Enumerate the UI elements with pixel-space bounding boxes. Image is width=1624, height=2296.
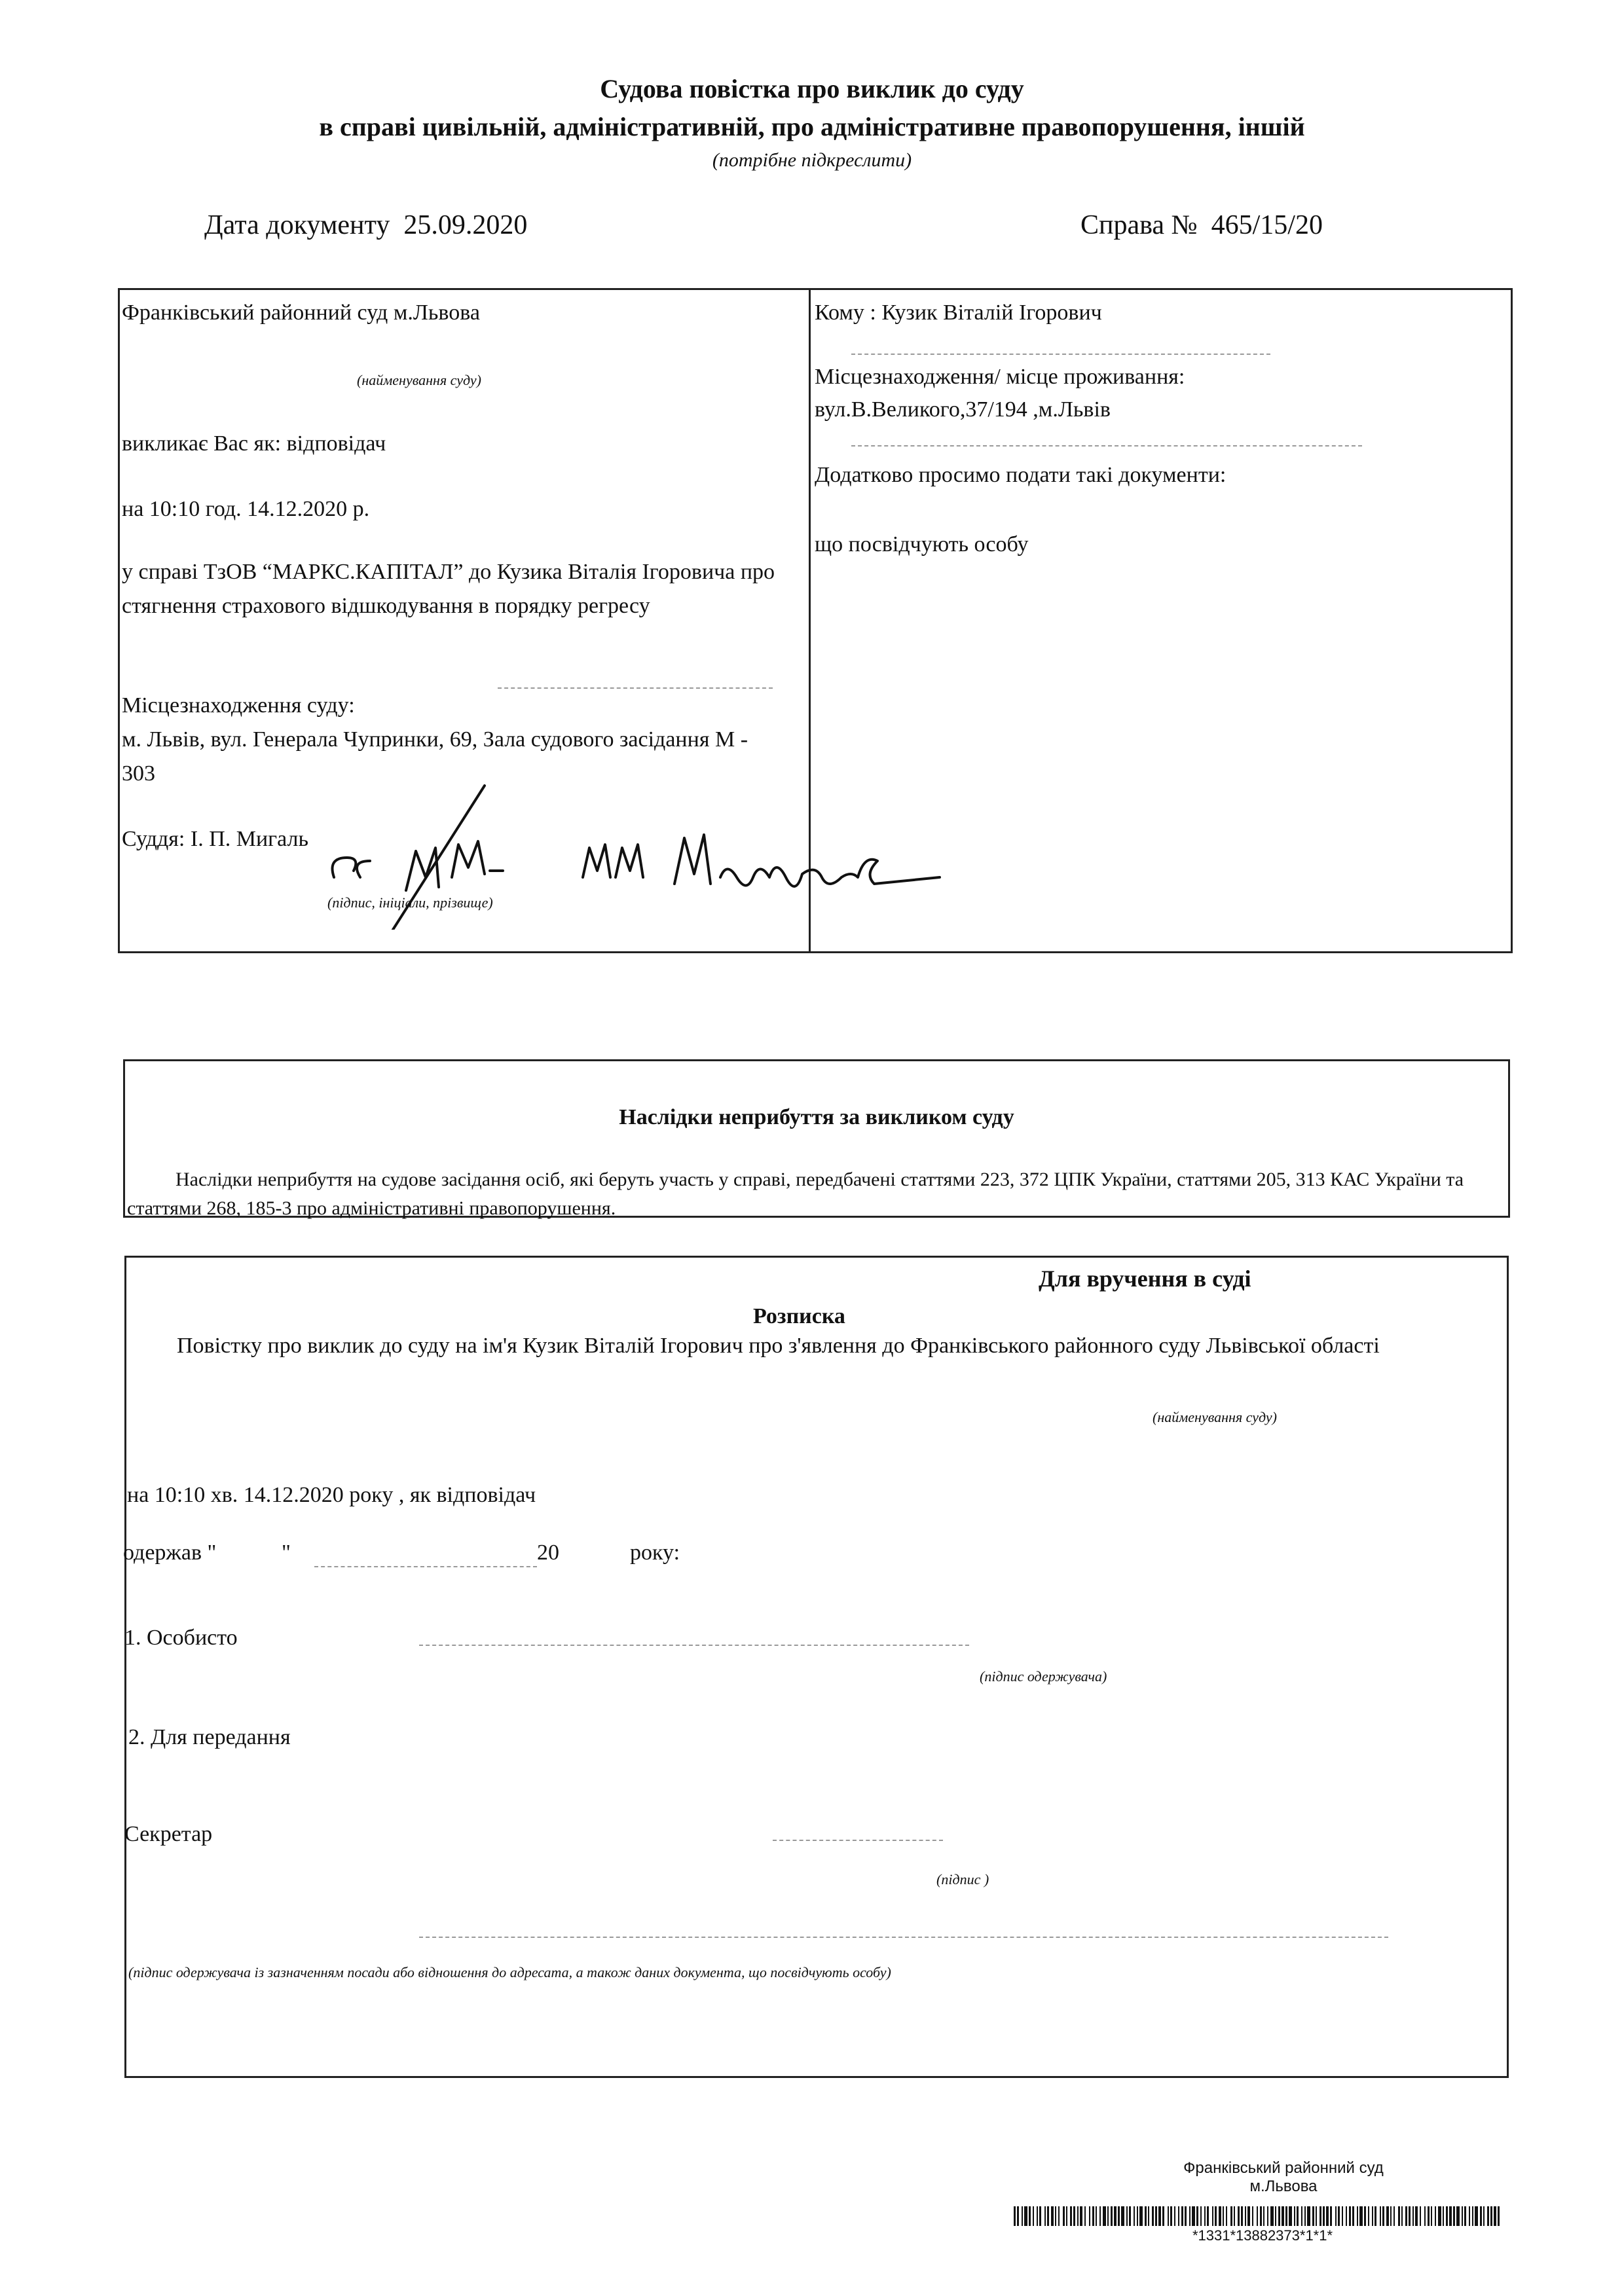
- receipt-item-personal: 1. Особисто: [124, 1626, 238, 1650]
- court-stamp-line2: м.Львова: [1249, 2178, 1318, 2195]
- for-court-delivery: Для вручення в суді: [1039, 1266, 1251, 1292]
- document-title: Судова повістка про виклик до суду: [600, 74, 1024, 103]
- receipt-court-caption: (найменування суду): [1153, 1409, 1277, 1425]
- recipient-label: Кому :: [815, 301, 876, 325]
- secretary-signature-caption: (підпис ): [936, 1871, 989, 1887]
- recipient-signature-caption: (підпис одержувача): [980, 1668, 1107, 1685]
- receipt-datetime: на 10:10 хв. 14.12.2020 року , як відповідач: [127, 1483, 536, 1507]
- case-description: у справі ТзОВ “МАРКС.КАПІТАЛ” до Кузика Віталія Ігоровича про стягнення страхового відшкодування в порядку регресу: [122, 560, 775, 618]
- received-year-suffix: року:: [630, 1540, 680, 1565]
- summoned-as: викликає Вас як: відповідач: [122, 431, 386, 456]
- court-stamp-line1: Франківський районний суд: [1183, 2159, 1384, 2177]
- court-location-value: м. Львів, вул. Генерала Чупринки, 69, Зала судового засідання М - 303: [122, 727, 748, 786]
- recipient-name: Кузик Віталій Ігорович: [881, 301, 1102, 325]
- received-year: 20: [537, 1540, 559, 1565]
- guide-line: [498, 687, 773, 689]
- received-date-line: [314, 1566, 537, 1567]
- barcode-bar: [1498, 2206, 1500, 2226]
- case-number-label: Справа №: [1080, 210, 1198, 240]
- case-number-value: 465/15/20: [1211, 210, 1323, 240]
- document-date-label: Дата документу: [204, 210, 390, 240]
- receipt-box: [124, 1256, 1509, 2078]
- document-barcode: [1014, 2206, 1511, 2226]
- receipt-summons-line: Повістку про виклик до суду на ім'я Кузик Віталій Ігорович про з'явлення до Франківського районного суду Львівської області: [177, 1334, 1380, 1358]
- received-date-label: одержав ": [123, 1540, 217, 1565]
- document-subtitle: в справі цивільній, адміністративній, про адміністративне правопорушення, іншій: [319, 112, 1305, 141]
- guide-line: [851, 445, 1362, 446]
- recipient-address-label: Місцезнаходження/ місце проживання:: [815, 365, 1185, 389]
- document-date: [204, 210, 527, 241]
- requested-documents-label: Додатково просимо подати такі документи:: [815, 463, 1227, 487]
- receipt-item-transfer: 2. Для передання: [128, 1725, 291, 1749]
- consequences-text: Наслідки неприбуття на судове засідання осіб, які беруть участь у справі, передбачені статтями 223, 372 ЦПК України, статтями 205, 313 КАС України та статтями 268, 185-3 про адміністративні правопорушення.: [127, 1169, 1464, 1219]
- judge-signature: [321, 779, 989, 930]
- court-name-caption: (найменування суду): [357, 372, 481, 388]
- court-stamp: [1139, 2159, 1428, 2196]
- case-number: [1080, 210, 1323, 241]
- court-location-label: Місцезнаходження суду:: [122, 693, 355, 718]
- hearing-datetime: на 10:10 год. 14.12.2020 р.: [122, 497, 370, 521]
- received-date-quote: ": [282, 1540, 291, 1565]
- requested-documents: що посвідчують особу: [815, 532, 1029, 556]
- consequences-title: Наслідки неприбуття за викликом суду: [619, 1105, 1014, 1129]
- signature-line: [419, 1645, 969, 1646]
- recipient: [815, 296, 1102, 330]
- barcode-number: *1331*13882373*1*1*: [1192, 2227, 1333, 2244]
- guide-line: [851, 354, 1270, 355]
- secretary-signature-line: [773, 1840, 943, 1841]
- secretary-label: Секретар: [124, 1822, 213, 1846]
- receipt-title: Розписка: [753, 1304, 845, 1328]
- recipient-details-line: [419, 1937, 1388, 1938]
- judge-name: Суддя: І. П. Мигаль: [122, 827, 308, 851]
- recipient-address: вул.В.Великого,37/194 ,м.Львів: [815, 397, 1111, 422]
- underline-note: (потрібне підкреслити): [712, 149, 912, 171]
- court-name: Франківський районний суд м.Львова: [122, 301, 480, 325]
- document-date-value: 25.09.2020: [403, 210, 528, 240]
- recipient-details-caption: (підпис одержувача із зазначенням посади або відношення до адресата, а також даних документа, що посвідчують особу): [128, 1964, 891, 1980]
- signature-caption: (підпис, ініціали, прізвище): [327, 894, 493, 911]
